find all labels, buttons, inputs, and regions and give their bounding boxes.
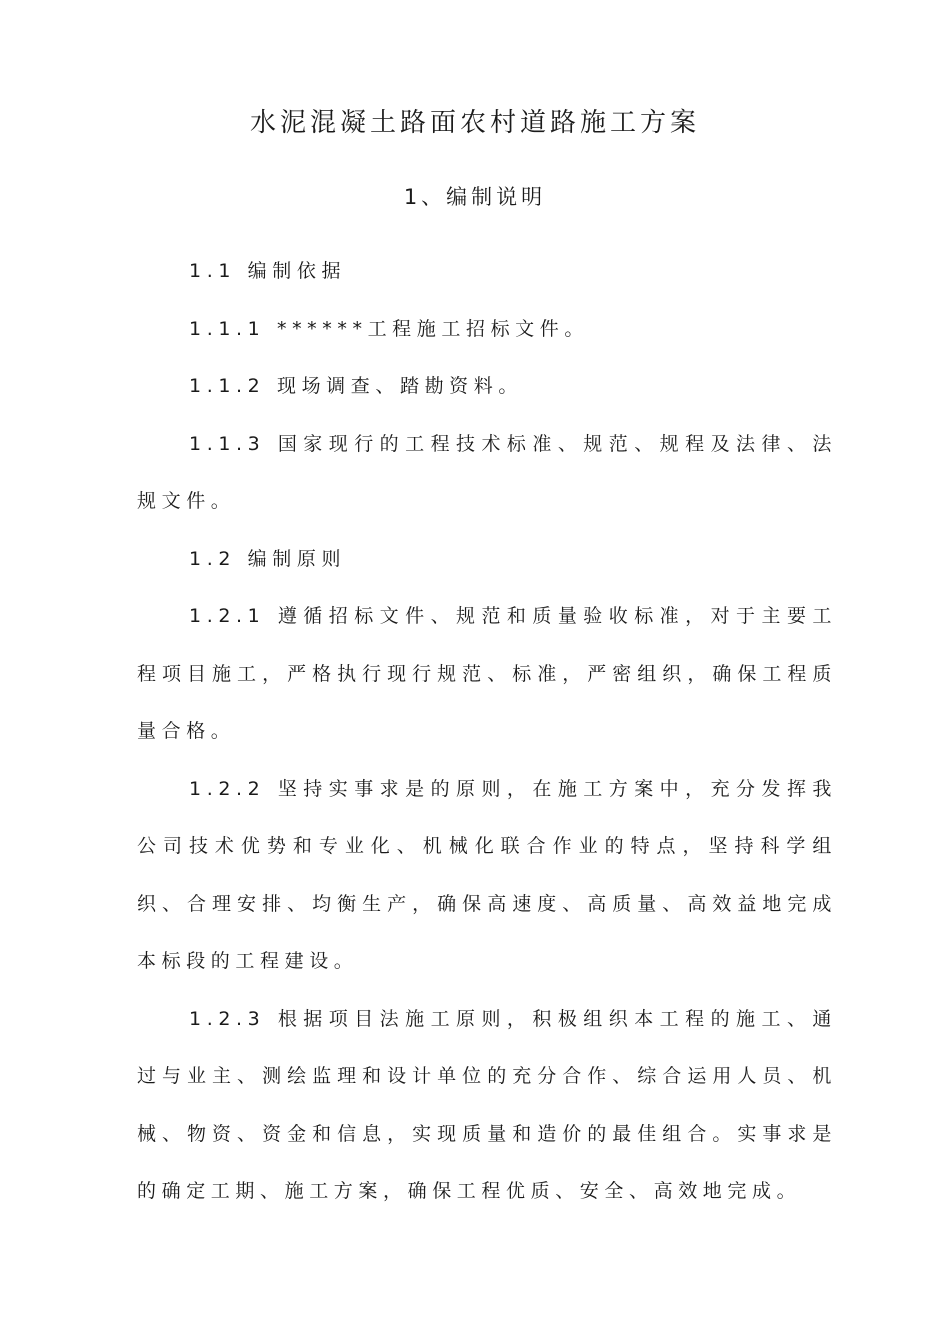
document-body: [137, 243, 837, 1221]
paragraph-1-1-3: 1.1.3 国家现行的工程技术标准、规范、规程及法律、法规文件。: [137, 432, 837, 512]
document-title: 水泥混凝土路面农村道路施工方案: [249, 108, 700, 138]
paragraph-1-1: 1.1 编制依据: [189, 260, 347, 282]
section-heading: 1、编制说明: [403, 185, 547, 209]
paragraph-1-2-2: 1.2.2 坚持实事求是的原则，在施工方案中，充分发挥我公司技术优势和专业化、机械化联合作业的特点，坚持科学组织、合理安排、均衡生产，确保高速度、高质量、高效益地完成本标段的工程建设。: [137, 777, 837, 972]
paragraph-1-2: 1.2 编制原则: [189, 547, 347, 570]
paragraph-1-1-2: 1.1.2 现场调查、踏勘资料。: [189, 375, 523, 397]
paragraph-1-2-3: 1.2.3 根据项目法施工原则，积极组织本工程的施工、通过与业主、测绘监理和设计单位的充分合作、综合运用人员、机械、物资、资金和信息，实现质量和造价的最佳组合。实事求是的确定工期、施工方案，确保工程优质、安全、高效地完成。: [137, 1007, 837, 1202]
paragraph-1-2-1: 1.2.1 遵循招标文件、规范和质量验收标准，对于主要工程项目施工，严格执行现行规范、标准，严密组织，确保工程质量合格。: [137, 605, 837, 742]
paragraph-1-1-1: 1.1.1 ******工程施工招标文件。: [189, 317, 589, 340]
